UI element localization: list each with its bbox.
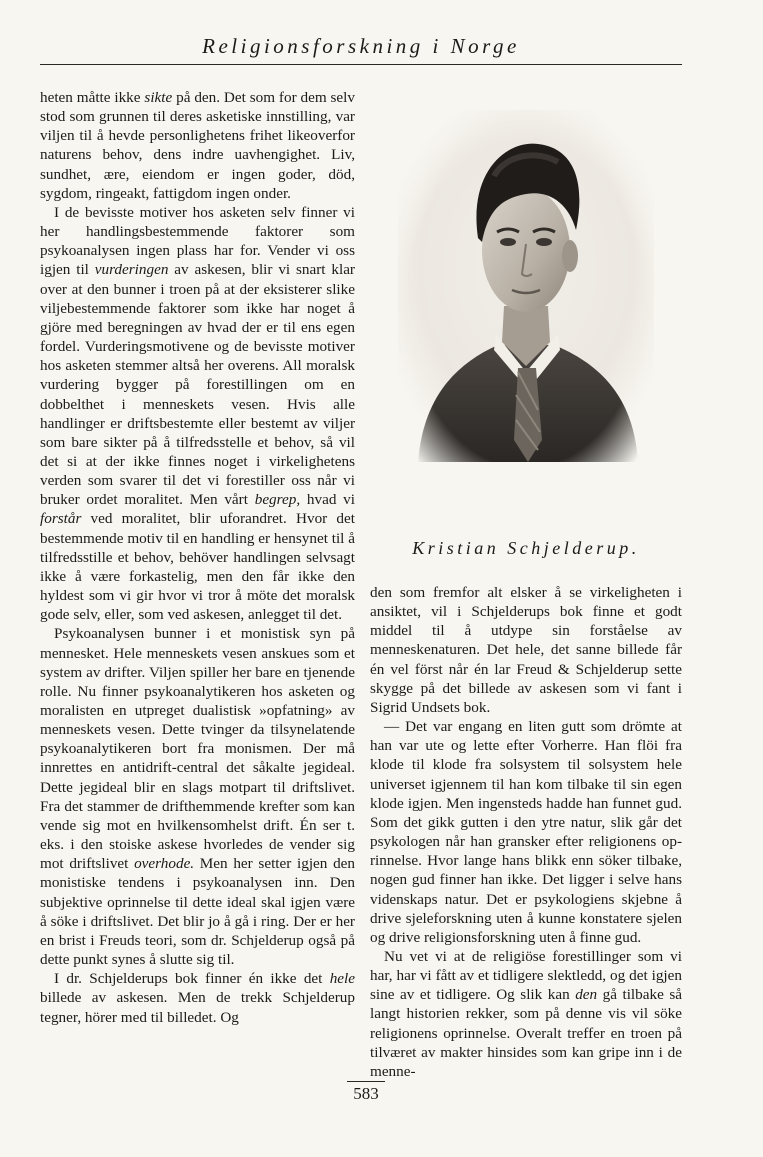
right-column [370, 583, 682, 1081]
paragraph [40, 969, 355, 1026]
text-run: heten måtte ikke [40, 89, 145, 106]
running-header: Religionsforskning i Norge [202, 34, 520, 58]
paragraph [370, 947, 682, 1081]
text-run: på den. Det som for dem selv stod som grunnen til deres asketiske innstilling, var viljen til å hevde personlighetens frihet likeoverfor naturens behov, dens indre uavhengighet. Liv, sundhet, ære, eiendom er ingen goder, död, sygdom, ringeakt, fattigdom ingen onder. [40, 89, 355, 202]
italic-text: overhode. [134, 855, 195, 873]
italic-text: hele [329, 970, 355, 988]
header-rule [40, 64, 682, 65]
italic-text: den [575, 986, 598, 1004]
paragraph [40, 624, 355, 969]
italic-text: sikte [144, 89, 173, 106]
paragraph [370, 583, 682, 717]
page-number-rule [347, 1081, 385, 1082]
text-run: hvad vi [300, 491, 355, 509]
text-run: — Det var engang en liten gutt som drömte at han var ute og lette efter Vorherre. Han flöi fra klode til klode fra solsystem til solsystem hele universet igjennem til han kom tilbake til sin egen klode igjen. Men ingensteds hadde han funnet gud. Som det gikk gutten i den ytre natur, slik går det psykologen når han gransker efter religionens oprinnelse. Hvor lange hans blikk enn söker tilbake, nogen gud finner han ikke. Det ligger i selve hans videnskaps natur. Det er psykologiens skjebne å drive sjeleforskning uten å kunne konstatere sjelen og drive religionsforskning uten å finne gud. [370, 718, 682, 946]
paragraph [40, 203, 355, 624]
text-run: av askesen, blir vi snart klar over at den bunner i troen på at der eksisterer slike viljebestemmende faktorer som ikke har noget å gjöre med beregningen av hvad der er til ens egen fordel. Vurderingsmotivene og de bevisste motiver hos asketen stemmer altså her overens. All moralsk vurdering bygger på forestillingen om en dobbelthet i menneskets vesen. Hvis alle handlinger er driftsbestemte eller bestemt av viljer som bare sikter på å tilfredsstelle et behov, så vil det si at der ikke finnes noget i virkelighetens verden som svarer til det vi forestiller oss når vi bruker ordet moralitet. Men vårt [40, 261, 355, 509]
italic-text: vurderingen [94, 261, 169, 279]
text-run: den som fremfor alt elsker å se virkeligheten i ansiktet, vil i Schjelderups bok finne et godt middel til å utdype sin forståelse av menneskenaturen. Det hele, det sanne billede får én vel först når én lar Freud & Schjelderup sette skygge på det billede av askesen som vi fant i Sigrid Undsets bok. [370, 584, 682, 716]
portrait-image [398, 110, 654, 462]
text-run: Men her setter igjen den monistiske tendens i psykoanalysen inn. Den subjektive oprinnelse til dette ideal skal igjen være å söke i driftslivet. Det blir jo å gå i ring. Der er her en brist i Freuds teori, som dr. Schjelderup også på dette punkt synes å slutte sig til. [40, 855, 355, 969]
text-run: gå tilbake så langt historien rekker, som på denne vis vil söke religionens oprinnelse. Overalt treffer en troen på tilværet av makter hinsides som kan gripe inn i de menne- [370, 986, 682, 1080]
left-column [40, 88, 355, 1027]
italic-text: begrep, [254, 491, 301, 509]
portrait-caption: Kristian Schjelderup. [412, 538, 640, 558]
text-run: billede av askesen. Men de trekk Schjelderup tegner, hörer med til billedet. Og [40, 989, 355, 1026]
page-number: 583 [353, 1084, 379, 1103]
text-run: Psykoanalysen bunner i et monistisk syn på mennesket. Hele menneskets vesen anskues som et system av drifter. Viljen spiller her bare en tjenende rolle. Nu finner psykoanalytikeren hos asketen og moralisten en utpreget dualistisk »opfatning» av menneskets vesen. Dette tvinger da tilsynelatende psykoanalytikeren bort fra monismen. Der må innrettes en antidrift-central det såkalte jegideal. Dette jegideal blir en slags motpart til driftslivet. Fra det stammer de drifthemmende krefter som kan vende sig mot en hvilkensomhelst drift. Én ser t. eks. i den stoiske askese hvorledes de vender sig mot driftslivet [40, 625, 355, 873]
paragraph [40, 88, 355, 203]
portrait-photo [398, 110, 654, 462]
text-run: I de bevisste motiver hos asketen selv finner vi her handlingsbestemmende faktorer som psykoanalysen ingen plass har for. Vender vi oss igjen til [40, 203, 355, 279]
text-run: ved moralitet, blir uforandret. Hvor det bestemmende motiv til en handling er hensynet til å tilfredsstille et behov, behöver handlingen selvsagt ikke å være forkastelig, men den får ikke den hyldest som vi gir hvor vi tror å möte det moralsk gode selv, eller, som ved askesen, anlegget til det. [40, 510, 355, 624]
text-run: I dr. Schjelderups bok finner én ikke det [54, 970, 330, 988]
text-run: Nu vet vi at de religiöse forestillinger som vi har, har vi fått av et tidligere slektledd, og det igjen sine av et tidligere. Og slik kan [370, 947, 682, 1004]
italic-text: forstår [40, 510, 82, 528]
paragraph [370, 717, 682, 947]
